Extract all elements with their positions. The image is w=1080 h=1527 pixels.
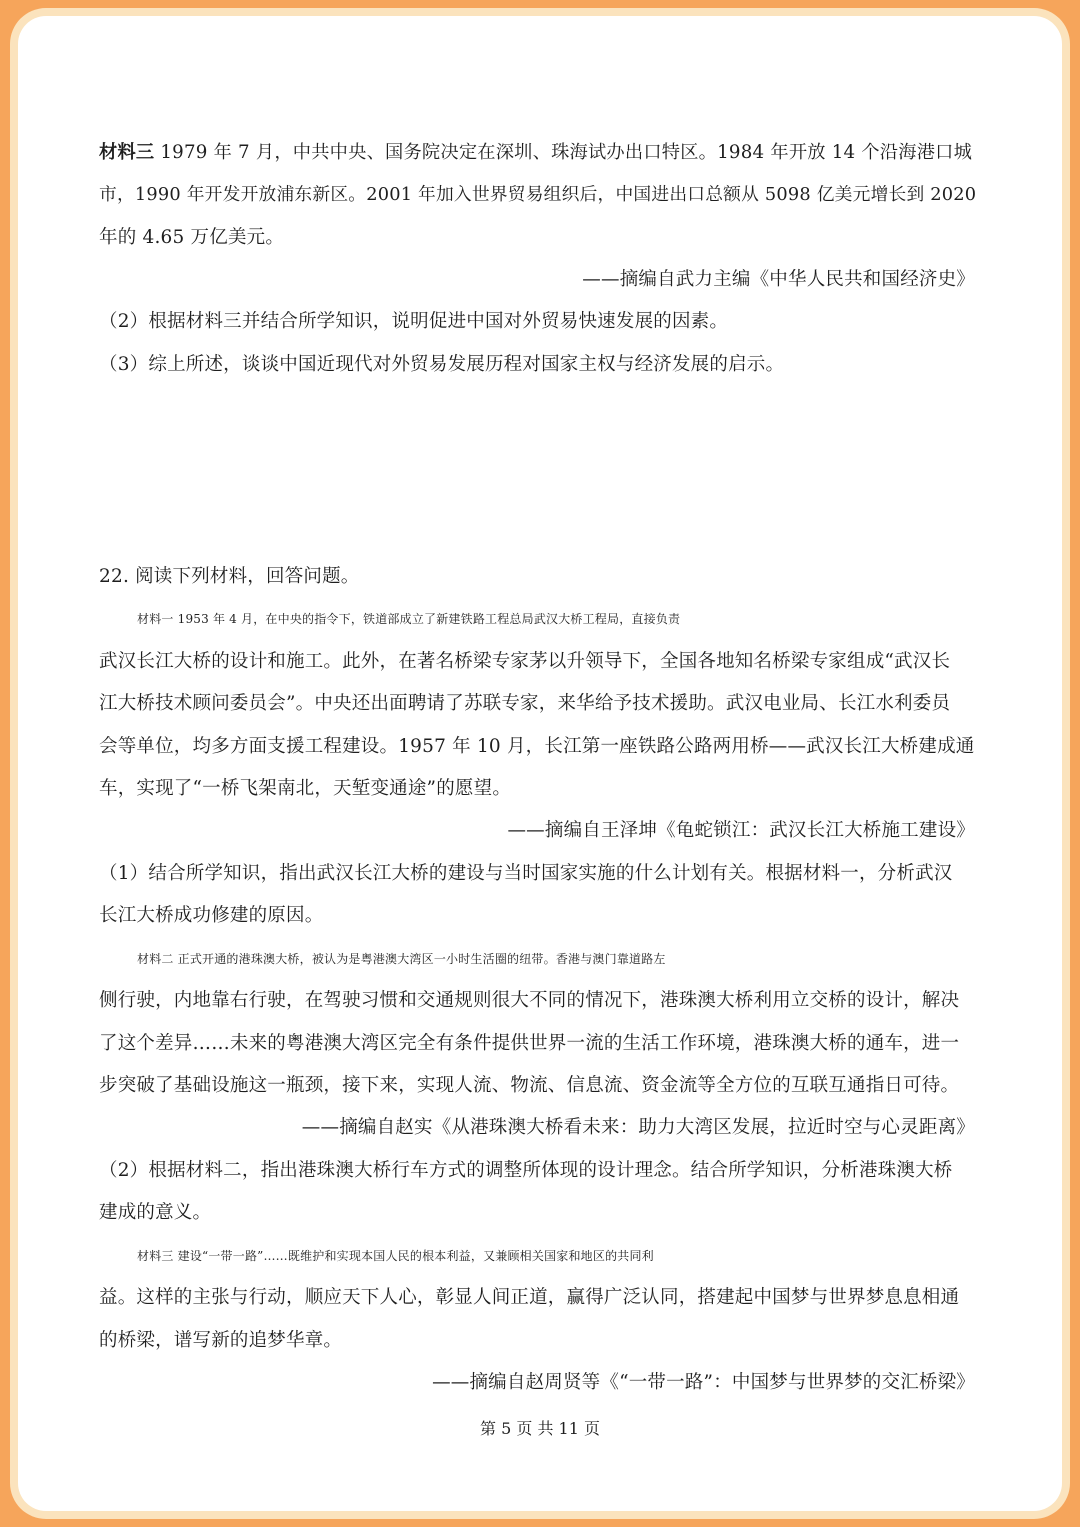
q22-question2-line: （2）根据材料二，指出港珠澳大桥行车方式的调整所体现的设计理念。结合所学知识，分析港珠澳大桥 xyxy=(99,1160,953,1181)
q22-material2-line: 材料二 正式开通的港珠澳大桥，被认为是粤港澳大湾区一小时生活圈的纽带。香港与澳门靠道路左 xyxy=(137,952,666,966)
material3-line-3: 年的 4.65 万亿美元。 xyxy=(99,227,285,248)
q22-material3-source: ——摘编自赵周贤等《“一带一路”：中国梦与世界梦的交汇桥梁》 xyxy=(432,1372,975,1393)
q22-material3-line: 的桥梁，谱写新的追梦华章。 xyxy=(99,1330,343,1351)
q22-question2-line: 建成的意义。 xyxy=(99,1202,212,1223)
q22-material3-line: 材料三 建设“一带一路”……既维护和实现本国人民的根本利益，又兼顾相关国家和地区的共同利 xyxy=(137,1249,654,1263)
material3-line-1 xyxy=(99,141,977,165)
material3-line-2: 市，1990 年开发开放浦东新区。2001 年加入世界贸易组织后，中国进出口总额从 5098 亿美元增长到 2020 xyxy=(99,185,977,205)
material3-label: 材料三 xyxy=(99,142,155,163)
question-2-prompt: （2）根据材料三并结合所学知识，说明促进中国对外贸易快速发展的因素。 xyxy=(99,311,729,332)
material3-source: ——摘编自武力主编《中华人民共和国经济史》 xyxy=(582,269,975,290)
q22-material2-line: 了这个差异……未来的粤港澳大湾区完全有条件提供世界一流的生活工作环境，港珠澳大桥的通车，进一 xyxy=(99,1033,960,1054)
q22-material1-line: 江大桥技术顾问委员会”。中央还出面聘请了苏联专家，来华给予技术援助。武汉电业局、长江水利委员 xyxy=(99,693,951,714)
q22-material1-line: 武汉长江大桥的设计和施工。此外，在著名桥梁专家茅以升领导下，全国各地知名桥梁专家组成“武汉长 xyxy=(99,651,951,672)
q22-material1-line: 会等单位，均多方面支援工程建设。1957 年 10 月，长江第一座铁路公路两用桥——武汉长江大桥建成通 xyxy=(99,736,975,757)
q22-material1-line: 车，实现了“一桥飞架南北，天堑变通途”的愿望。 xyxy=(99,778,512,799)
q22-material2-line: 侧行驶，内地靠右行驶，在驾驶习惯和交通规则很大不同的情况下，港珠澳大桥利用立交桥的设计，解决 xyxy=(99,990,960,1011)
q22-material3-line: 益。这样的主张与行动，顺应天下人心，彰显人间正道，赢得广泛认同，搭建起中国梦与世界梦息息相通 xyxy=(99,1287,960,1308)
q22-question1-line: （1）结合所学知识，指出武汉长江大桥的建设与当时国家实施的什么计划有关。根据材料一，分析武汉 xyxy=(99,863,953,884)
question-3-prompt: （3）综上所述，谈谈中国近现代对外贸易发展历程对国家主权与经济发展的启示。 xyxy=(99,354,785,375)
material3-text-1: 1979 年 7 月，中共中央、国务院决定在深圳、珠海试办出口特区。1984 年开放 14 个沿海港口城 xyxy=(154,142,973,163)
q22-material2-line: 步突破了基础设施这一瓶颈，接下来，实现人流、物流、信息流、资金流等全方位的互联互通指日可待。 xyxy=(99,1075,960,1096)
question-22-title: 22. 阅读下列材料，回答问题。 xyxy=(99,566,360,587)
q22-material1-line: 材料一 1953 年 4 月，在中央的指令下，铁道部成立了新建铁路工程总局武汉大桥工程局，直接负责 xyxy=(137,612,681,626)
q22-material1-source: ——摘编自王泽坤《龟蛇锁江：武汉长江大桥施工建设》 xyxy=(507,820,975,841)
q22-question1-line: 长江大桥成功修建的原因。 xyxy=(99,905,324,926)
q22-material2-source: ——摘编自赵实《从港珠澳大桥看未来：助力大湾区发展，拉近时空与心灵距离》 xyxy=(301,1117,975,1138)
page-number: 第 5 页 共 11 页 xyxy=(480,1419,600,1438)
